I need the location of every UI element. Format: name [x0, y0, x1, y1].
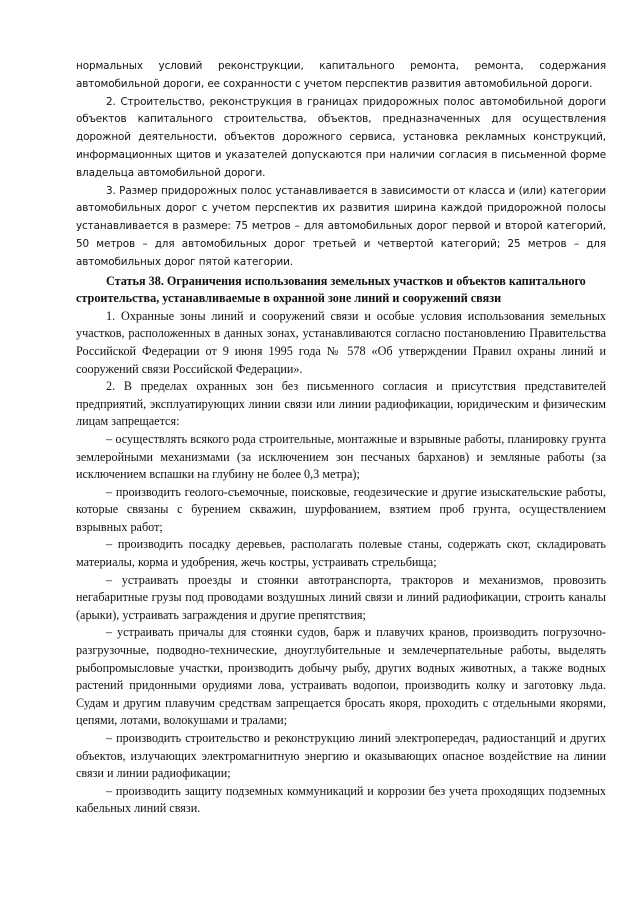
list-item: – производить посадку деревьев, располагать полевые станы, содержать скот, складировать материалы, корма и удобрения, жечь костры, устраивать стрельбища; [76, 537, 606, 570]
article-paragraph-2: 2. В пределах охранных зон без письменного согласия и присутствия представителей предприятий, эксплуатирующих линии связи или линии радиофикации, юридическим и физическим лицам запрещается: [76, 379, 606, 429]
continued-paragraph: нормальных условий реконструкции, капитального ремонта, ремонта, содержания автомобильной дороги, ее сохранности с учетом перспектив развития автомобильной дороги. [76, 60, 606, 90]
document-page [76, 58, 606, 818]
list-item: – устраивать проезды и стоянки автотранспорта, тракторов и механизмов, провозить негабаритные грузы под проводами воздушных линий связи и линий радиофикации, строить каналы (арыки), устраивать заграждения и другие препятствия; [76, 572, 606, 622]
paragraph-2: 2. Строительство, реконструкция в границах придорожных полос автомобильной дороги объектов капитального строительства, объектов, предназначенных для осуществления дорожной деятельности, объектов дорожного сервиса, установка рекламных конструкций, информационных щитов и указателей допускаются при наличии согласия в письменной форме владельца автомобильной дороги. [76, 95, 606, 179]
list-item: – производить геолого-съемочные, поисковые, геодезические и другие изыскательские работы, которые связаны с бурением скважин, шурфованием, взятием проб грунта, осуществлением взрывных работ; [76, 484, 606, 534]
paragraph-3: 3. Размер придорожных полос устанавливается в зависимости от класса и (или) категории автомобильных дорог с учетом перспектив их развития ширина каждой придорожной полосы устанавливается в размере: 75 метров – для автомобильных дорог первой и второй категорий, 50 метров – для автомобильных дорог третьей и четвертой категорий; 25 метров – для автомобильных дорог пятой категории. [76, 184, 606, 268]
article-38-title: Статья 38. Ограничения использования земельных участков и объектов капитального строительства, устанавливаемые в охранной зоне линий и сооружений связи [76, 273, 586, 306]
list-item: – устраивать причалы для стоянки судов, барж и плавучих кранов, производить погрузочно-разгрузочные, подводно-технические, дноуглубительные и землечерпательные работы, выделять рыбопромысловые участки, производить добычу рыбу, других водных животных, а также водных растений придонными орудиями лова, устраивать водопои, производить колку и заготовку льда. Судам и другим плавучим средствам запрещается бросать якоря, проходить с отдельными якорями, цепями, лотами, волокушами и тралами; [76, 625, 606, 728]
list-item: – осуществлять всякого рода строительные, монтажные и взрывные работы, планировку грунта землеройными механизмами (за исключением зон песчаных барханов) и земляные работы (за исключением вспашки на глубину не более 0,3 метра); [76, 431, 606, 482]
list-item: – производить защиту подземных коммуникаций и коррозии без учета проходящих подземных кабельных линий связи. [76, 783, 606, 816]
list-item: – производить строительство и реконструкцию линий электропередач, радиостанций и других объектов, излучающих электромагнитную энергию и оказывающих опасное воздействие на линии связи и линии радиофикации; [76, 731, 606, 781]
article-paragraph-1: 1. Охранные зоны линий и сооружений связи и особые условия использования земельных участков, расположенных в данных зонах, устанавливаются согласно постановлению Правительства Российской Федерации от 9 июня 1995 года № 578 «Об утверждении Правил охраны линий и сооружений связи Российской Федерации». [76, 308, 606, 376]
